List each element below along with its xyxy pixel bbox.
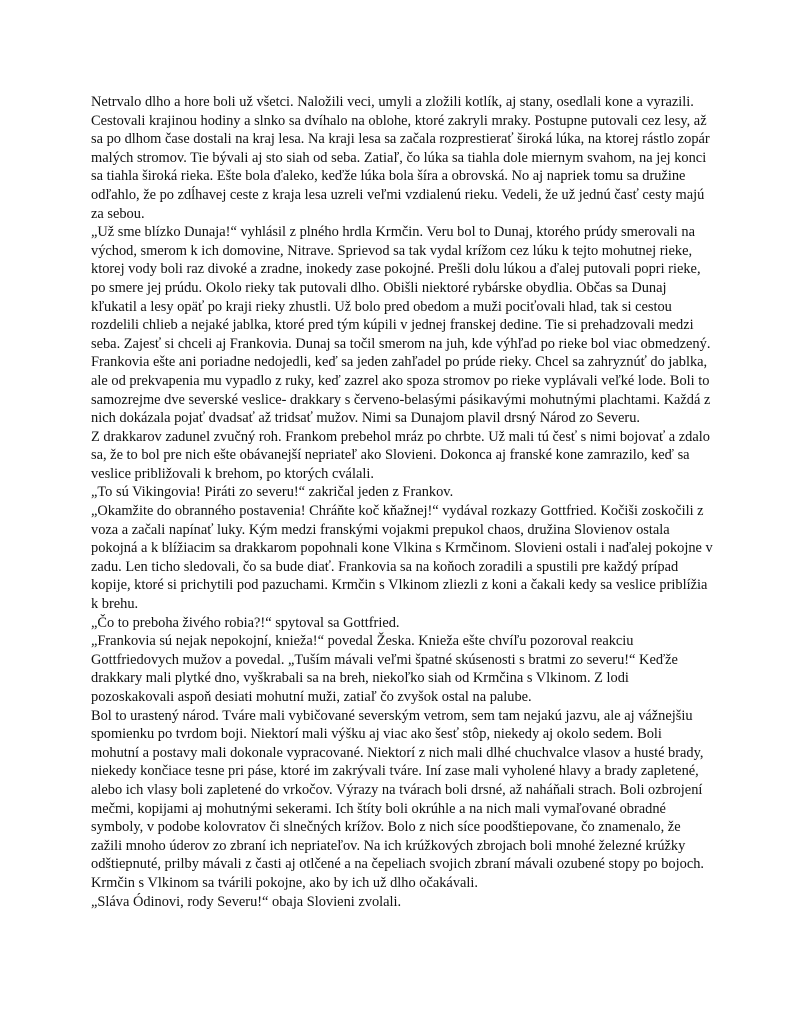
paragraph: „Sláva Ódinovi, rody Severu!“ obaja Slovieni zvolali.: [91, 893, 402, 910]
paragraph: „Okamžite do obranného postavenia! Chráňte koč kňažnej!“ vydával rozkazy Gottfried. Kočiši zoskočili z voza a začali napínať luky. Kým medzi franskými vojakmi prepukol chaos, družina Slovienov ostala pokojná a k blížiacim sa drakkarom popohnali kone Vlkina s Krmčinom. Slovieni ostali i naďalej pokojne v zadu. Len ticho sledovali, čo sa bude diať. Frankovia sa na koňoch zoradili a spustili pre každý prípad kopije, ktoré si prichytili pod pazuchami. Krmčin s Vlkinom zliezli z koni a čakali kedy sa veslice priblížia k brehu.: [91, 503, 713, 613]
paragraph: Krmčin s Vlkinom sa tvárili pokojne, ako by ich už dlho očakávali.: [91, 874, 479, 891]
paragraph: „Už sme blízko Dunaja!“ vyhlásil z plného hrdla Krmčin. Veru bol to Dunaj, ktorého prúdy smerovali na východ, smerom k ich domovine, Nitrave. Sprievod sa tak vydal krížom cez lúku k tejto mohutnej rieke, ktorej vody boli raz divoké a zradne, inokedy zase pokojné. Prešli dolu lúkou a ďalej putovali popri rieke, po smere jej prúdu. Okolo rieky tak putovali dlho. Obišli niektoré rybárske obydlia. Občas sa Dunaj kľukatil a lesy opäť po kraji rieky zhustli. Už bolo pred obedom a muži pociťovali hlad, tak si cestou rozdelili chlieb a nejaké jablka, ktoré pred tým kúpili v jednej franskej dedine. Tie si prehadzovali medzi seba. Zajesť si chceli aj Frankovia. Dunaj sa točil smerom na juh, kde výhľad po rieke bol viac obmedzený. Frankovia ešte ani poriadne nedojedli, keď sa jeden zahľadel po prúde rieky. Chcel sa zahryznúť do jablka, ale od prekvapenia mu vypadlo z ruky, keď zazrel ako spoza stromov po rieke vyplávali veľké lode. Boli to samozrejme dve severské veslice- drakkary s červeno-belasými pásikavými mohutnými plachtami. Každá z nich dokázala pojať dvadsať až tridsať mužov. Nimi sa Dunajom plavil drsný Národ zo Severu.: [91, 224, 711, 427]
paragraph: „Frankovia sú nejak nepokojní, knieža!“ povedal Žeska. Knieža ešte chvíľu pozoroval reakciu Gottfriedovych mužov a povedal. „Tuším mávali veľmi špatné skúsenosti s bratmi zo severu!“ Keďže drakkary mali plytké dno, vyškrabali sa na breh, niekoľko siah od Krmčina s Vlkinom. Z lodi pozoskakovali aspoň desiati mohutní muži, zatiaľ čo zvyšok ostal na palube.: [91, 633, 678, 705]
paragraph: Netrvalo dlho a hore boli už všetci. Naložili veci, umyli a zložili kotlík, aj stany, osedlali kone a vyrazili. Cestovali krajinou hodiny a slnko sa dvíhalo na oblohe, ktoré zakryli mraky. Postupne putovali cez lesy, až sa po dlhom čase dostali na kraj lesa. Na kraji lesa sa začala rozprestierať široká lúka, na ktorej rástlo zopár malých stromov. Tie bývali aj sto siah od seba. Zatiaľ, čo lúka sa tiahla dole miernym svahom, na jej konci sa tiahla široká rieka. Ešte bola ďaleko, keďže lúka bola šíra a obrovská. No aj napriek tomu sa družine odľahlo, že po zdĺhavej ceste z kraja lesa uzreli veľmi vzdialenú rieku. Vedeli, že už jednú časť cesty majú za sebou.: [91, 94, 710, 222]
paragraph: „Čo to preboha živého robia?!“ spytoval sa Gottfried.: [91, 614, 400, 631]
paragraph: „To sú Vikingovia! Piráti zo severu!“ zakričal jeden z Frankov.: [91, 484, 454, 501]
paragraph: Z drakkarov zadunel zvučný roh. Frankom prebehol mráz po chrbte. Už mali tú česť s nimi bojovať a zdalo sa, že to bol pre nich ešte obávanejší nepriateľ ako Slovieni. Dokonca aj franské kone zamrazilo, keď sa veslice približovali k brehom, po ktorých cválali.: [91, 428, 710, 482]
paragraph: Bol to urastený národ. Tváre mali vybičované severským vetrom, sem tam nejakú jazvu, ale aj vážnejšiu spomienku po tvrdom boji. Niektorí mali výšku aj viac ako šesť stôp, niekedy aj okolo sedem. Boli mohutní a postavy mali dokonale vypracované. Niektorí z nich mali dlhé chuchvalce vlasov a husté brady, niekedy končiace tesne pri páse, ktoré im zakrývali tváre. Iní zase mali vyholené hlavy a brady zapletené, alebo ich vlasy boli zapletené do vrkočov. Výrazy na tvárach boli drsné, až naháňali strach. Boli ozbrojení mečmi, kopijami aj mohutnými sekerami. Ich štíty boli okrúhle a na nich mali vymaľované obradné symboly, v podobe kolovratov či slnečných krížov. Bolo z nich síce poodštiepovane, čo znamenalo, že zažili mnoho úderov zo zbraní ich nepriateľov. Na ich krúžkových zbrojach boli mnohé železné krúžky odštiepnuté, prilby mávali z časti aj otlčené a na čepeliach svojich zbraní mávali ozubené stopy po bojoch.: [91, 707, 704, 873]
document-body: [91, 93, 713, 911]
